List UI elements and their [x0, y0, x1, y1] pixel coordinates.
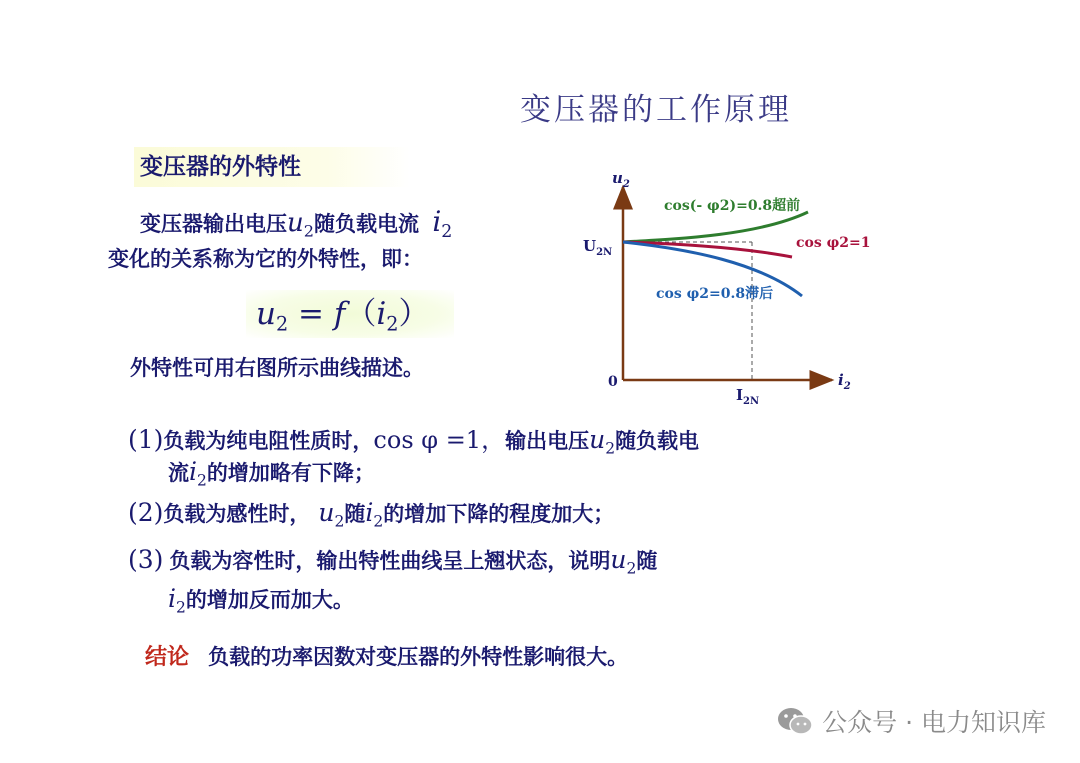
list-item-continuation: 流$i_2$的增加略有下降；: [168, 457, 375, 490]
series-leading: [623, 212, 808, 242]
list-item: (1)负载为纯电阻性质时，cos φ =1，输出电压$u_2$随负载电: [128, 425, 700, 458]
series-leading-label: cos(- φ2)=0.8超前: [664, 198, 801, 214]
conclusion-label: 结论: [145, 645, 190, 670]
watermark: [776, 703, 1046, 739]
origin-label: 0: [608, 374, 618, 390]
list-item: (3) 负载为容性时，输出特性曲线呈上翘状态，说明$u_2$随: [128, 545, 658, 578]
watermark-text: 公众号 · 电力知识库: [822, 708, 1046, 737]
conclusion: [145, 640, 628, 671]
page-title: 变压器的工作原理: [520, 92, 792, 128]
formula: $u_2 = f(i_2)$: [246, 290, 454, 338]
intro-line-2: 变化的关系称为它的外特性，即：: [108, 247, 423, 271]
section-heading: 变压器的外特性: [134, 147, 410, 187]
conclusion-text: 负载的功率因数对变压器的外特性影响很大。: [208, 645, 629, 669]
list-item: (2)负载为感性时， $u_2$随$i_2$的增加下降的程度加大；: [128, 498, 615, 531]
external-characteristic-chart: [570, 165, 871, 410]
intro-line-1: [140, 205, 452, 242]
u2-symbol: $u_2$: [287, 208, 314, 241]
intro-text-b: 随负载电流: [314, 212, 419, 236]
list-item-continuation: $i_2$的增加反而加大。: [168, 584, 354, 617]
i2n-label: $I_{2N}$: [736, 386, 760, 407]
wechat-icon: [776, 705, 814, 737]
intro-text-a: 变压器输出电压: [140, 212, 287, 236]
i2-symbol: $i_2$: [432, 205, 453, 243]
series-unity-label: cos φ2=1: [796, 235, 871, 251]
describe-text: 外特性可用右图所示曲线描述。: [130, 356, 424, 380]
u2n-label: $U_{2N}$: [583, 237, 613, 258]
x-axis-label: $i_2$: [838, 371, 851, 392]
y-axis-label: $u_2$: [612, 169, 630, 190]
series-lagging-label: cos φ2=0.8滞后: [656, 286, 774, 302]
